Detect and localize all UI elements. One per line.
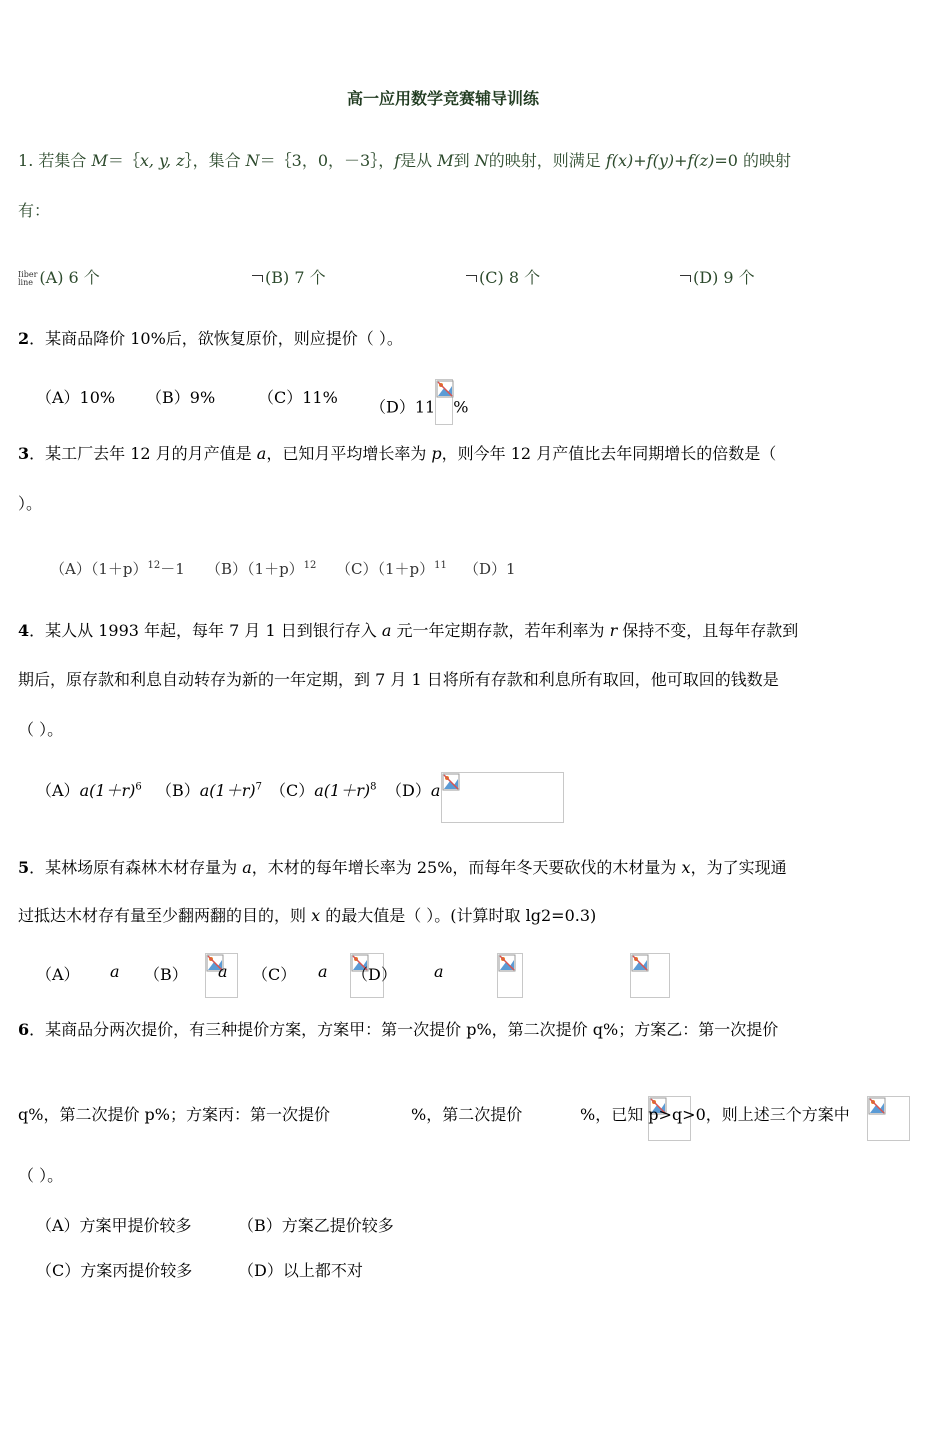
q5-option-a: （A） — [36, 965, 80, 984]
question-6-line-2b: %，第二次提价 — [411, 1105, 523, 1124]
question-6-line-1: 6．某商品分两次提价，有三种提价方案，方案甲：第一次提价 p%，第二次提价 q%；方案乙：第一次提价 — [18, 1020, 779, 1039]
question-number: 2 — [18, 329, 30, 348]
question-number: 6 — [18, 1020, 30, 1039]
question-5-line-1: 5．某林场原有森林木材存量为 a，木材的每年增长率为 25%，而每年冬天要砍伐的木材量为 x，为了实现通 — [18, 858, 787, 877]
q3-option-c: $(C)(1+p)^{11}$ — [336, 560, 447, 578]
question-number: 5 — [18, 858, 30, 877]
q6-option-a: （A）方案甲提价较多 — [36, 1216, 192, 1235]
q6-option-c: （C）方案丙提价较多 — [36, 1261, 193, 1280]
q1-option-c: (C) 8 个 — [466, 265, 540, 288]
question-3-line-2: ）。 — [18, 494, 43, 513]
q3-option-b: $(B)(1+p)^{12}$ — [206, 560, 317, 578]
broken-image-icon — [435, 379, 453, 425]
question-3-line-1: 3．某工厂去年 12 月的月产值是 a，已知月平均增长率为 p，则今年 12 月产值比去年同期增长的倍数是（ — [18, 444, 777, 463]
q5-option-b: （B） — [144, 965, 188, 984]
q2-option-d: （D）11 % — [370, 385, 468, 431]
q2-option-b: （B）9% — [146, 388, 216, 407]
question-4-line-2: 期后，原存款和利息自动转存为新的一年定期，到 7 月 1 日将所有存款和利息所有取回，他可取回的钱数是 — [18, 670, 779, 689]
q5-option-c: （C） — [252, 965, 297, 984]
q2-option-c: （C）11% — [258, 388, 338, 407]
question-4-line-1: 4．某人从 1993 年起，每年 7 月 1 日到银行存入 a 元一年定期存款，若年利率为 r 保持不变，且每年存款到 — [18, 621, 799, 640]
q4-option-a: $(A)a(1+r)^6$ — [36, 781, 142, 800]
question-4-line-3: （ ）。 — [18, 720, 64, 739]
question-1-line-2: 有： — [18, 201, 51, 220]
q3-option-d: （D）1 — [464, 560, 516, 578]
broken-image-icon — [867, 1096, 910, 1141]
question-6-line-3: （ ）。 — [18, 1166, 64, 1185]
q5-option-a-var: a — [110, 962, 120, 981]
question-2: 2．某商品降价 10%后，欲恢复原价，则应提价（ ）。 — [18, 329, 403, 348]
q1-option-d: (D) 9 个 — [680, 265, 755, 288]
field-marker-icon — [252, 275, 263, 282]
q1-option-a: Iiber line (A) 6 个 — [18, 268, 100, 287]
q2-option-a: （A）10% — [36, 388, 116, 407]
question-5-line-2: 过抵达木材存有量至少翻两翻的目的，则 x 的最大值是（ ）。(计算时取 lg2=0.3) — [18, 906, 597, 925]
q6-option-d: （D）以上都不对 — [238, 1261, 363, 1280]
q5-option-b-var: a — [218, 962, 228, 981]
question-6-line-2a: q%，第二次提价 p%；方案丙：第一次提价 — [18, 1105, 330, 1124]
broken-image-icon — [630, 953, 670, 998]
broken-image-icon — [441, 772, 564, 823]
question-6-line-2c: %，已知 p>q>0，则上述三个方案中 — [580, 1105, 850, 1124]
q1-option-b: (B) 7 个 — [252, 265, 326, 288]
field-marker-icon: Iiber line — [18, 269, 38, 287]
q5-option-d: （D） — [352, 965, 397, 984]
question-number: 1 — [18, 151, 29, 170]
q6-option-b: （B）方案乙提价较多 — [238, 1216, 394, 1235]
broken-image-icon — [497, 953, 523, 998]
q3-option-a: $(A)(1+p)^{12}-1$ — [50, 560, 185, 578]
q5-option-c-var: a — [318, 962, 328, 981]
question-number: 4 — [18, 621, 30, 640]
q4-option-c: $(C)a(1+r)^8$ — [270, 781, 377, 800]
q4-option-b: $(B)a(1+r)^7$ — [156, 781, 262, 800]
field-marker-icon — [466, 275, 477, 282]
field-marker-icon — [680, 275, 691, 282]
q4-option-d: （D）a — [386, 781, 441, 800]
question-1-line-1: 1. 若集合 M＝｛x, y, z｝，集合 N＝｛3，0，－3｝，f是从 M到 N的映射，则满足 f(x)+f(y)+f(z)=0 的映射 — [18, 151, 792, 170]
page-title: 高一应用数学竞赛辅导训练 — [346, 89, 539, 108]
q5-option-d-var: a — [434, 962, 444, 981]
question-number: 3 — [18, 444, 30, 463]
